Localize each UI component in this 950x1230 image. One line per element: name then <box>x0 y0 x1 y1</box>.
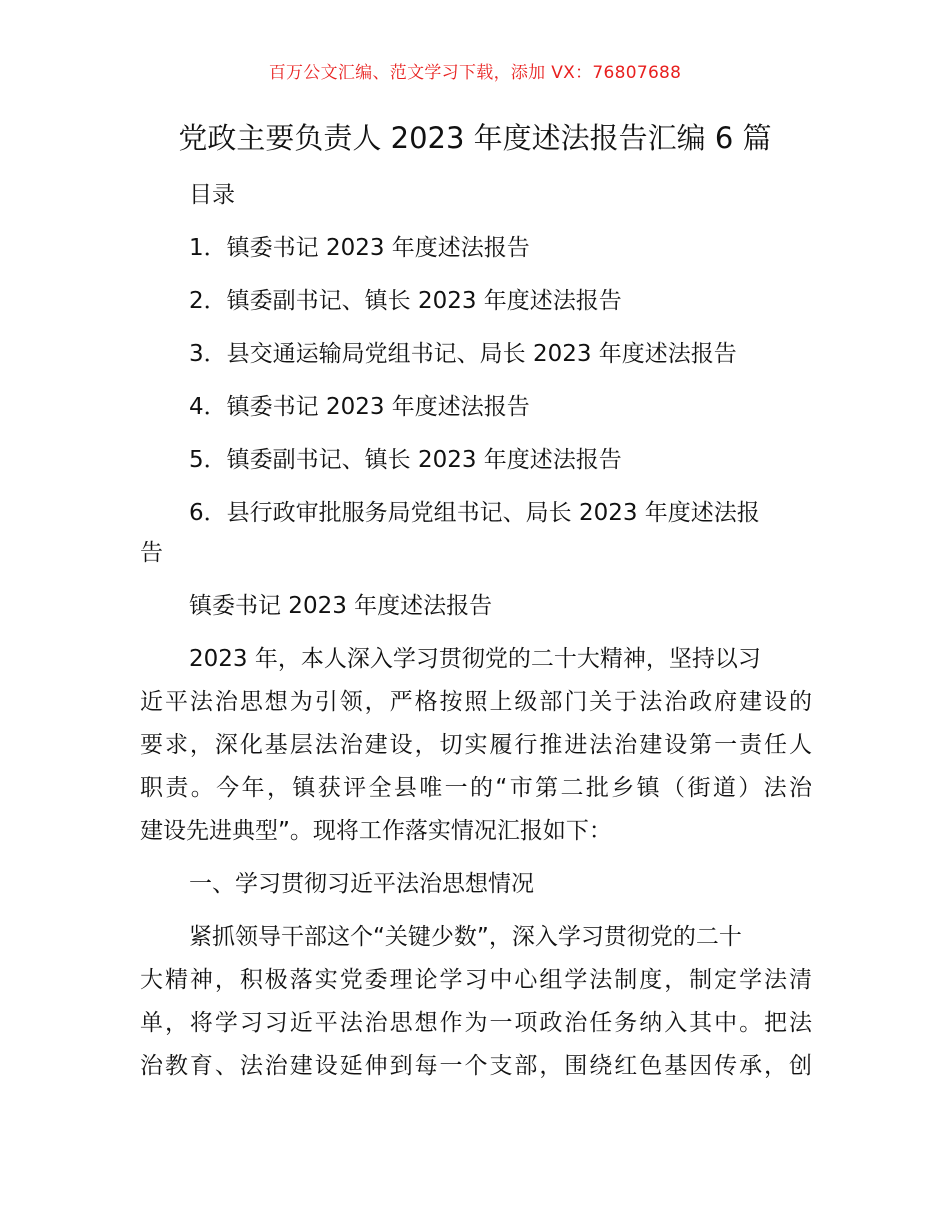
toc-item: 3．县交通运输局党组书记、局长 2023 年度述法报告 <box>189 341 737 367</box>
toc-item-continuation: 告 <box>140 540 163 566</box>
paragraph-line: 近平法治思想为引领，严格按照上级部门关于法治政府建设的 <box>140 689 812 715</box>
section-title: 镇委书记 2023 年度述法报告 <box>189 593 493 619</box>
paragraph-line: 职责。今年，镇获评全县唯一的“市第二批乡镇（街道）法治 <box>140 775 812 801</box>
section-heading: 一、学习贯彻习近平法治思想情况 <box>189 871 534 897</box>
paragraph-line: 建设先进典型”。现将工作落实情况汇报如下： <box>140 818 612 844</box>
toc-item: 1．镇委书记 2023 年度述法报告 <box>189 235 530 261</box>
paragraph-line: 大精神，积极落实党委理论学习中心组学法制度，制定学法清 <box>140 967 812 993</box>
paragraph-line: 单，将学习习近平法治思想作为一项政治任务纳入其中。把法 <box>140 1010 812 1036</box>
toc-item: 4．镇委书记 2023 年度述法报告 <box>189 394 530 420</box>
paragraph-line: 治教育、法治建设延伸到每一个支部，围绕红色基因传承，创 <box>140 1053 812 1079</box>
toc-item: 2．镇委副书记、镇长 2023 年度述法报告 <box>189 288 622 314</box>
paragraph-line: 紧抓领导干部这个“关键少数”，深入学习贯彻党的二十 <box>189 924 742 950</box>
toc-item: 6．县行政审批服务局党组书记、局长 2023 年度述法报 <box>189 500 760 526</box>
paragraph-line: 要求，深化基层法治建设，切实履行推进法治建设第一责任人 <box>140 732 812 758</box>
paragraph-line: 2023 年，本人深入学习贯彻党的二十大精神，坚持以习 <box>189 646 761 672</box>
toc-item: 5．镇委副书记、镇长 2023 年度述法报告 <box>189 447 622 473</box>
toc-heading: 目录 <box>189 182 235 208</box>
watermark-header: 百万公文汇编、范文学习下载，添加 VX：76807688 <box>268 63 682 83</box>
document-title: 党政主要负责人 2023 年度述法报告汇编 6 篇 <box>178 121 772 155</box>
